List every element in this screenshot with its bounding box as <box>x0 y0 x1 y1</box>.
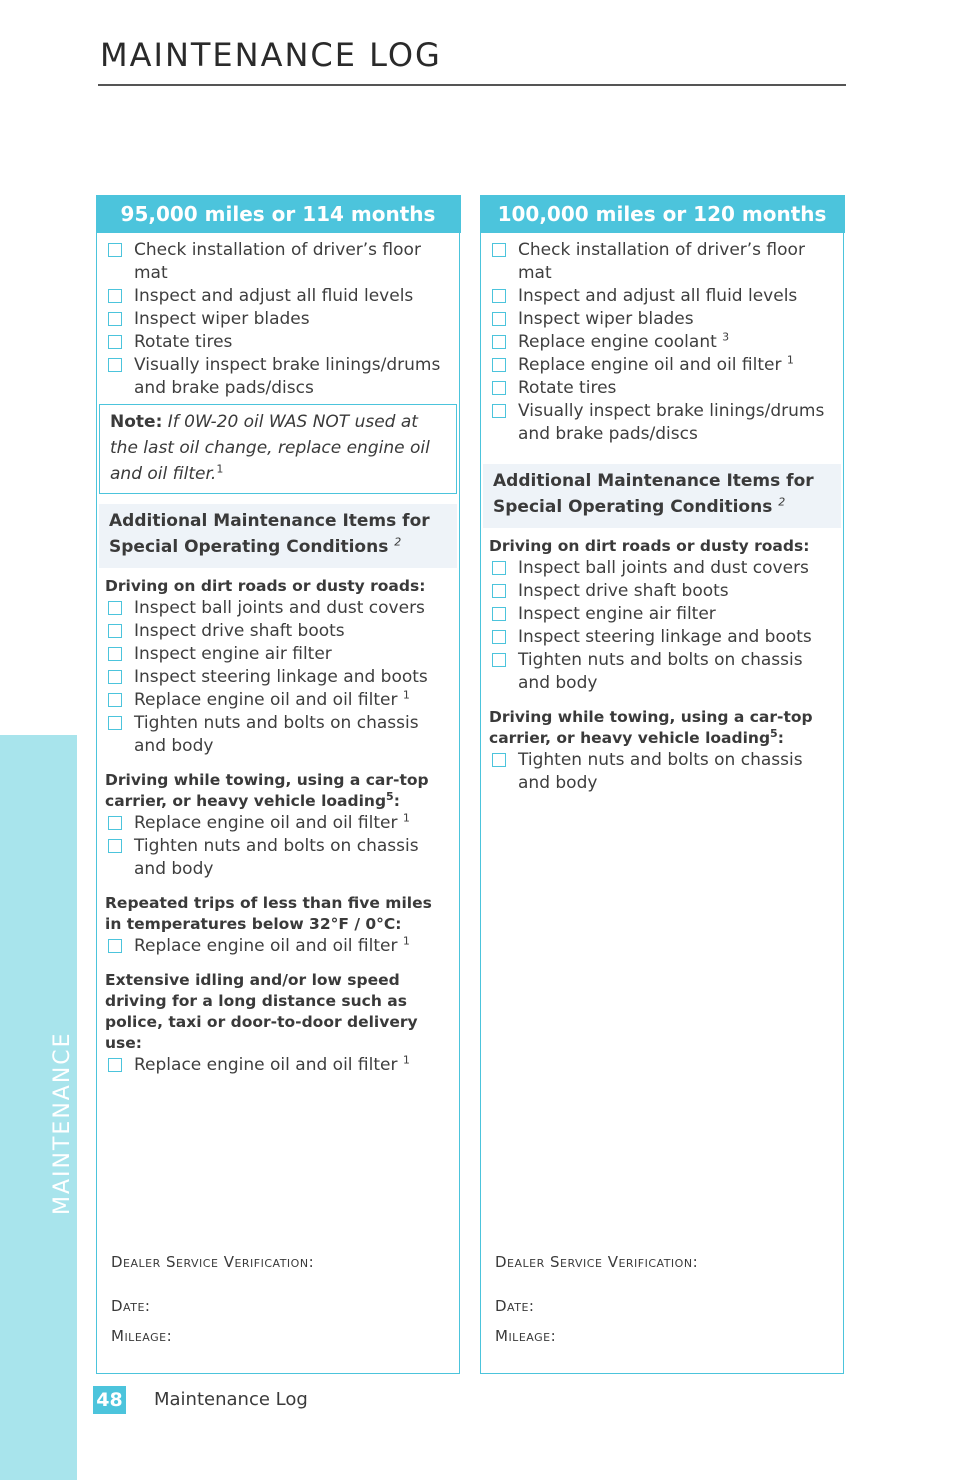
checklist-item <box>105 331 451 354</box>
checklist-item <box>489 331 835 354</box>
checklist-item <box>489 239 835 285</box>
item-superscript: 1 <box>402 810 410 824</box>
item-text: Tighten nuts and bolts on chassis and body <box>134 712 419 756</box>
checklist-item <box>105 597 451 620</box>
checklist-item <box>489 377 835 400</box>
column-100000 <box>480 195 844 1374</box>
additional-title-text: Additional Maintenance Items for Special Operating Conditions <box>109 510 430 557</box>
checklist-item <box>105 712 451 758</box>
condition-superscript: 5 <box>770 726 778 740</box>
checklist-item <box>489 626 835 649</box>
checkbox[interactable] <box>108 601 122 615</box>
checkbox[interactable] <box>492 312 506 326</box>
condition-title-text: Driving on dirt roads or dusty roads: <box>105 576 426 595</box>
item-text: Replace engine oil and oil filter <box>134 812 398 833</box>
item-superscript: 1 <box>786 352 794 366</box>
checklist-item <box>489 354 835 377</box>
checklist-item <box>105 835 451 881</box>
item-text: Replace engine oil and oil filter <box>518 354 782 375</box>
item-text: Tighten nuts and bolts on chassis and body <box>518 649 803 693</box>
footer-label: Maintenance Log <box>154 1389 308 1410</box>
checkbox[interactable] <box>108 670 122 684</box>
checklist-item-text <box>518 557 835 580</box>
checkbox[interactable] <box>108 312 122 326</box>
checklist-item-text <box>518 308 835 331</box>
title-rule <box>98 84 846 86</box>
item-text: Inspect drive shaft boots <box>134 620 345 641</box>
checkbox[interactable] <box>492 404 506 418</box>
checklist-item-text <box>134 935 451 958</box>
item-text: Rotate tires <box>518 377 617 398</box>
item-text: Inspect wiper blades <box>134 308 310 329</box>
checkbox[interactable] <box>492 243 506 257</box>
item-text: Inspect ball joints and dust covers <box>518 557 809 578</box>
checkbox[interactable] <box>108 243 122 257</box>
item-text: Visually inspect brake linings/drums and brake pads/discs <box>518 400 825 444</box>
item-text: Inspect engine air filter <box>518 603 716 624</box>
checklist-item-text <box>134 239 451 285</box>
checklist-item-text <box>134 285 451 308</box>
item-text: Inspect wiper blades <box>518 308 694 329</box>
item-text: Check installation of driver’s floor mat <box>134 239 421 283</box>
checklist-item-text <box>518 749 835 795</box>
checklist-item-text <box>134 1054 451 1077</box>
item-text: Tighten nuts and bolts on chassis and body <box>518 749 803 793</box>
item-text: Inspect drive shaft boots <box>518 580 729 601</box>
side-tab-label: MAINTENANCE <box>50 1031 75 1215</box>
checklist-item <box>105 620 451 643</box>
checkbox[interactable] <box>108 647 122 661</box>
checkbox[interactable] <box>108 839 122 853</box>
checklist-item <box>489 308 835 331</box>
condition-title-text: Driving while towing, using a car-top carrier, or heavy vehicle loading <box>489 707 813 747</box>
checklist-item-text <box>134 597 451 620</box>
checklist-item <box>105 935 451 958</box>
checklist-item <box>105 285 451 308</box>
checklist-item-text <box>518 626 835 649</box>
checkbox[interactable] <box>108 624 122 638</box>
checkbox[interactable] <box>108 939 122 953</box>
verification-label: Dealer Service Verification: <box>495 1253 699 1271</box>
condition-title-text: Driving on dirt roads or dusty roads: <box>489 536 810 555</box>
conditions <box>489 536 835 795</box>
checklist-item-text <box>134 689 451 712</box>
checklist-item <box>105 308 451 331</box>
condition-superscript: 5 <box>386 789 394 803</box>
conditions <box>105 576 451 1077</box>
item-text: Check installation of driver’s floor mat <box>518 239 805 283</box>
checkbox[interactable] <box>492 335 506 349</box>
date-label: Date: <box>495 1297 535 1315</box>
column-header: 95,000 miles or 114 months <box>96 195 461 233</box>
checklist-item <box>105 643 451 666</box>
additional-items-title <box>99 504 457 568</box>
checkbox[interactable] <box>108 1058 122 1072</box>
checklist-item-text <box>518 603 835 626</box>
checkbox[interactable] <box>492 630 506 644</box>
item-text: Tighten nuts and bolts on chassis and body <box>134 835 419 879</box>
dealer-verification <box>495 1253 698 1345</box>
item-text: Inspect steering linkage and boots <box>134 666 428 687</box>
checklist-item-text <box>134 666 451 689</box>
item-text: Inspect ball joints and dust covers <box>134 597 425 618</box>
item-text: Visually inspect brake linings/drums and brake pads/discs <box>134 354 441 398</box>
item-text: Inspect engine air filter <box>134 643 332 664</box>
checklist-item <box>489 749 835 795</box>
checklist <box>489 239 835 446</box>
checklist-item-text <box>518 649 835 695</box>
item-text: Replace engine coolant <box>518 331 717 352</box>
checkbox[interactable] <box>108 716 122 730</box>
item-superscript: 3 <box>722 329 730 343</box>
checklist-item <box>489 400 835 446</box>
checklist-item <box>489 285 835 308</box>
condition-title <box>105 893 451 935</box>
checkbox[interactable] <box>492 584 506 598</box>
note-superscript: 1 <box>216 461 224 475</box>
checkbox[interactable] <box>108 335 122 349</box>
checkbox[interactable] <box>108 358 122 372</box>
item-text: Replace engine oil and oil filter <box>134 1054 398 1075</box>
checklist-item-text <box>518 285 835 308</box>
checklist-item-text <box>134 835 451 881</box>
checkbox[interactable] <box>492 753 506 767</box>
checkbox[interactable] <box>492 653 506 667</box>
checklist-item <box>105 666 451 689</box>
item-superscript: 1 <box>402 1052 410 1066</box>
oil-note <box>99 404 457 494</box>
checklist-item <box>105 689 451 712</box>
checklist-item-text <box>134 354 451 400</box>
checklist-item-text <box>134 712 451 758</box>
checklist-item <box>105 354 451 400</box>
additional-superscript: 2 <box>394 534 402 548</box>
condition-title <box>489 536 835 557</box>
checklist-item-text <box>134 308 451 331</box>
checkbox[interactable] <box>108 816 122 830</box>
item-text: Rotate tires <box>134 331 233 352</box>
checklist-item <box>105 812 451 835</box>
checklist-item-text <box>518 331 835 354</box>
checklist <box>105 239 451 400</box>
checkbox[interactable] <box>492 289 506 303</box>
checklist-item <box>489 580 835 603</box>
dealer-verification <box>111 1253 314 1345</box>
note-text: If 0W-20 oil WAS NOT used at the last oil change, replace engine oil and oil filter. <box>110 411 430 484</box>
date-label: Date: <box>111 1297 151 1315</box>
condition-title: Driving while towing, using a car-top carrier, or heavy vehicle loading$^5$: <box>489 707 813 747</box>
additional-items-title <box>483 464 841 528</box>
checkbox[interactable] <box>108 693 122 707</box>
note-label: Note: <box>110 411 163 432</box>
checklist-item-text <box>518 239 835 285</box>
checklist-item <box>489 557 835 580</box>
verification-label: Dealer Service Verification: <box>111 1253 315 1271</box>
checklist-item-text <box>518 377 835 400</box>
condition-title <box>105 576 451 597</box>
page-number: 48 <box>93 1386 126 1414</box>
item-text: Inspect steering linkage and boots <box>518 626 812 647</box>
additional-superscript: 2 <box>778 494 786 508</box>
column-95000 <box>96 195 460 1374</box>
checklist-item <box>105 1054 451 1077</box>
checkbox[interactable] <box>492 358 506 372</box>
condition-title-text: Extensive idling and/or low speed driving for a long distance such as police, taxi or door-to-door delivery use: <box>105 970 418 1052</box>
page-title: MAINTENANCE LOG <box>100 36 442 74</box>
mileage-label: Mileage: <box>495 1327 557 1345</box>
item-superscript: 1 <box>402 687 410 701</box>
checkbox[interactable] <box>492 561 506 575</box>
checklist-item <box>489 649 835 695</box>
checklist-item-text <box>134 620 451 643</box>
item-text: Inspect and adjust all fluid levels <box>518 285 798 306</box>
checkbox[interactable] <box>492 607 506 621</box>
checklist-item-text <box>134 331 451 354</box>
checklist-item <box>489 603 835 626</box>
column-header: 100,000 miles or 120 months <box>480 195 845 233</box>
checklist-item-text <box>518 580 835 603</box>
item-text: Replace engine oil and oil filter <box>134 689 398 710</box>
condition-title-text: Repeated trips of less than five miles in temperatures below 32°F / 0°C: <box>105 893 432 933</box>
mileage-label: Mileage: <box>111 1327 173 1345</box>
condition-title-text: Driving while towing, using a car-top carrier, or heavy vehicle loading <box>105 770 429 810</box>
item-superscript: 1 <box>402 933 410 947</box>
checkbox[interactable] <box>492 381 506 395</box>
additional-title-text: Additional Maintenance Items for Special Operating Conditions <box>493 470 814 517</box>
checklist-item-text <box>518 400 835 446</box>
item-text: Replace engine oil and oil filter <box>134 935 398 956</box>
checklist-item-text <box>134 643 451 666</box>
condition-title <box>105 970 451 1054</box>
checkbox[interactable] <box>108 289 122 303</box>
checklist-item-text <box>134 812 451 835</box>
item-text: Inspect and adjust all fluid levels <box>134 285 414 306</box>
checklist-item-text <box>518 354 835 377</box>
condition-title: Driving while towing, using a car-top carrier, or heavy vehicle loading$^5$: <box>105 770 429 810</box>
checklist-item <box>105 239 451 285</box>
